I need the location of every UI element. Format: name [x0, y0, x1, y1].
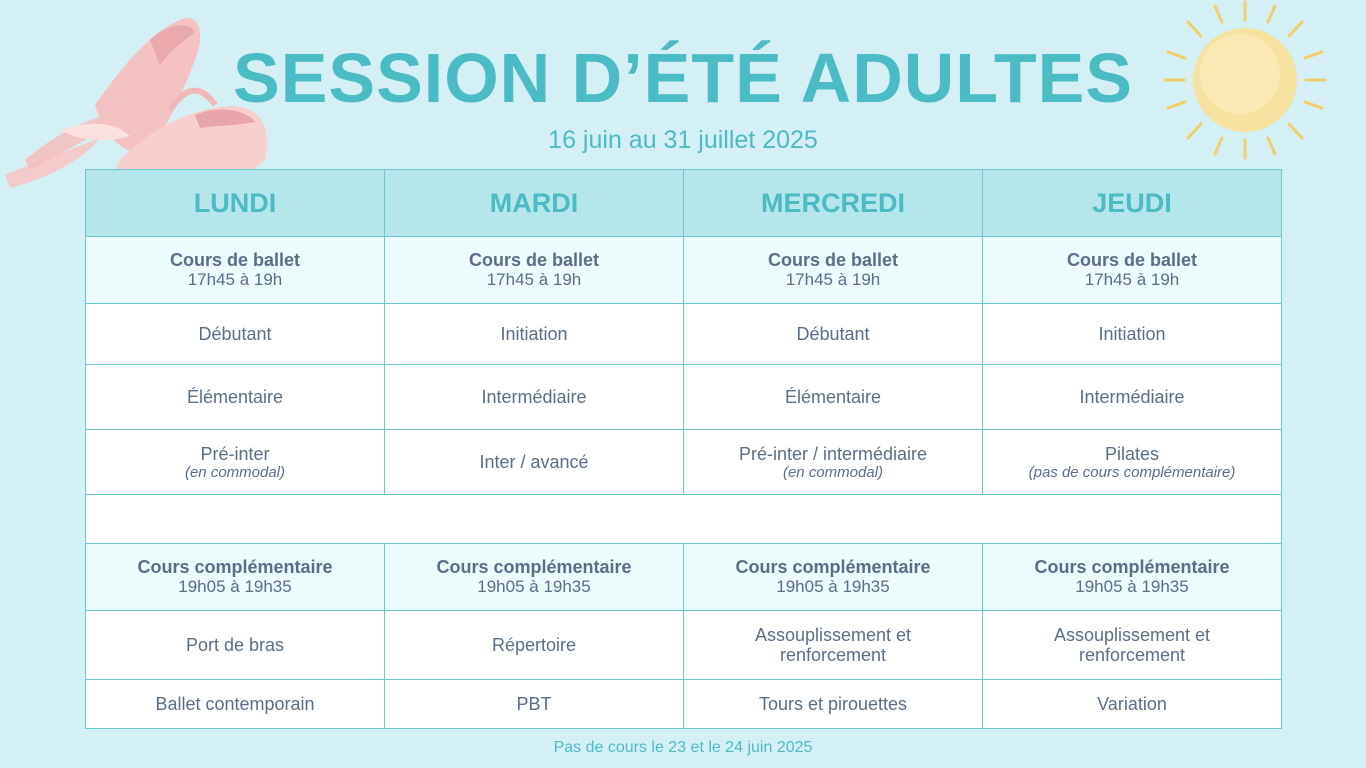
- class-name: Inter / avancé: [479, 452, 589, 472]
- class-name: Élémentaire: [784, 387, 882, 407]
- session-dates: 16 juin au 31 juillet 2025: [548, 126, 818, 154]
- class-cell: [86, 430, 385, 495]
- slot-title: Cours de ballet: [1066, 250, 1198, 270]
- class-name: Débutant: [796, 324, 870, 344]
- ballet-slot-cell: [983, 237, 1282, 304]
- class-name: Ballet contemporain: [155, 694, 315, 714]
- complementary-slot-row: [86, 544, 1282, 611]
- page-title: SESSION D’ÉTÉ ADULTES: [233, 39, 1133, 117]
- footer-note: Pas de cours le 23 et le 24 juin 2025: [553, 739, 813, 756]
- table-row: [86, 680, 1282, 729]
- schedule-table: [85, 169, 1282, 729]
- class-name: Pré-inter: [200, 443, 270, 464]
- ballet-slot-cell: [684, 237, 983, 304]
- class-cell: [983, 680, 1282, 729]
- complementary-slot-cell: [983, 544, 1282, 611]
- spacer-row: [86, 495, 1282, 544]
- class-cell: [684, 304, 983, 365]
- class-name: Répertoire: [491, 635, 577, 655]
- class-note: (en commodal): [782, 463, 884, 481]
- slot-time: 17h45 à 19h: [785, 270, 881, 289]
- class-cell: [86, 611, 385, 680]
- slot-title: Cours de ballet: [767, 250, 899, 270]
- class-name: Initiation: [500, 324, 568, 344]
- class-name: PBT: [516, 694, 552, 714]
- slot-title: Cours complémentaire: [137, 557, 333, 577]
- slot-time: 17h45 à 19h: [486, 270, 582, 289]
- ballet-slot-row: [86, 237, 1282, 304]
- class-cell: [983, 365, 1282, 430]
- complementary-slot-cell: [684, 544, 983, 611]
- day-header-jeudi: JEUDI: [983, 170, 1282, 237]
- class-cell: [983, 430, 1282, 495]
- day-header-mercredi: MERCREDI: [684, 170, 983, 237]
- class-name: Port de bras: [185, 635, 285, 655]
- class-name: Pilates: [1104, 443, 1160, 464]
- day-header-mardi: MARDI: [385, 170, 684, 237]
- ballet-slot-cell: [86, 237, 385, 304]
- day-header-lundi: LUNDI: [86, 170, 385, 237]
- class-name: Assouplissement et renforcement: [754, 625, 912, 665]
- class-cell: [385, 430, 684, 495]
- table-row: [86, 611, 1282, 680]
- slot-time: 19h05 à 19h35: [477, 577, 591, 596]
- spacer-cell: [86, 495, 1282, 544]
- class-note: (en commodal): [184, 463, 286, 481]
- class-name: Débutant: [198, 324, 272, 344]
- class-name: Assouplissement et renforcement: [1053, 625, 1211, 665]
- slot-title: Cours complémentaire: [436, 557, 632, 577]
- class-cell: [86, 365, 385, 430]
- day-header-row: [86, 170, 1282, 237]
- slot-time: 17h45 à 19h: [1084, 270, 1180, 289]
- class-cell: [385, 365, 684, 430]
- table-row: [86, 430, 1282, 495]
- slot-time: 19h05 à 19h35: [776, 577, 890, 596]
- class-name: Initiation: [1098, 324, 1166, 344]
- class-cell: [385, 611, 684, 680]
- class-cell: [983, 304, 1282, 365]
- class-cell: [684, 365, 983, 430]
- class-note: (pas de cours complémentaire): [1028, 463, 1236, 481]
- table-row: [86, 365, 1282, 430]
- table-row: [86, 304, 1282, 365]
- class-name: Pré-inter / intermédiaire: [738, 443, 928, 464]
- slot-title: Cours complémentaire: [1034, 557, 1230, 577]
- class-cell: [86, 304, 385, 365]
- class-name: Variation: [1097, 694, 1167, 714]
- ballet-slot-cell: [385, 237, 684, 304]
- class-cell: [86, 680, 385, 729]
- slot-title: Cours de ballet: [468, 250, 600, 270]
- class-cell: [385, 680, 684, 729]
- class-name: Tours et pirouettes: [758, 694, 908, 714]
- class-cell: [684, 680, 983, 729]
- class-name: Intermédiaire: [1079, 387, 1185, 407]
- class-name: Intermédiaire: [481, 387, 587, 407]
- slot-time: 19h05 à 19h35: [1075, 577, 1189, 596]
- class-cell: [684, 611, 983, 680]
- complementary-slot-cell: [385, 544, 684, 611]
- slot-time: 19h05 à 19h35: [178, 577, 292, 596]
- slot-title: Cours de ballet: [169, 250, 301, 270]
- class-cell: [983, 611, 1282, 680]
- complementary-slot-cell: [86, 544, 385, 611]
- class-name: Élémentaire: [186, 387, 284, 407]
- slot-time: 17h45 à 19h: [187, 270, 283, 289]
- slot-title: Cours complémentaire: [735, 557, 931, 577]
- class-cell: [385, 304, 684, 365]
- class-cell: [684, 430, 983, 495]
